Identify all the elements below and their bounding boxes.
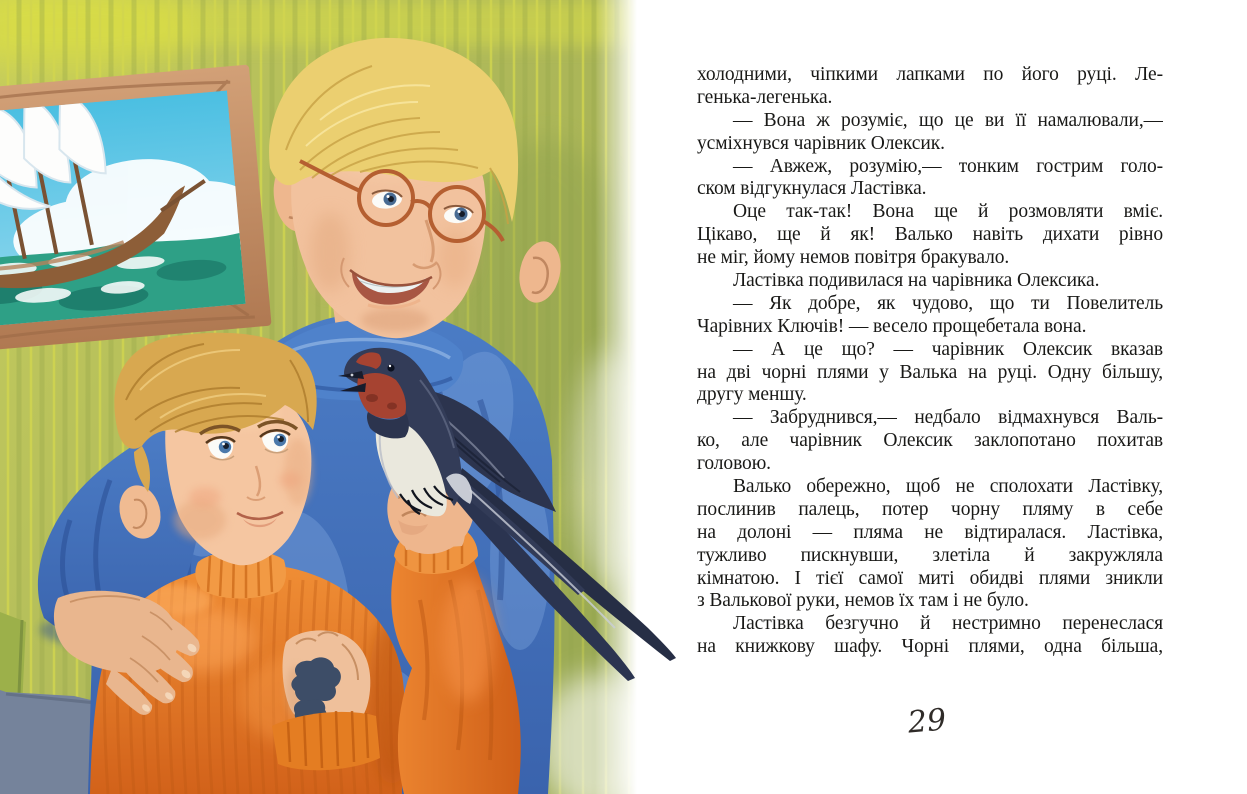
story-line: ко, але чарівник Олексик заклопотано похитав (697, 430, 1163, 452)
story-text (697, 64, 1163, 659)
story-line: кімнатою. І тієї самої миті обидві плями зникли (697, 567, 1163, 589)
story-line: головою. (697, 453, 771, 475)
story-line: послинив палець, потер чорну пляму в себе (697, 498, 1163, 520)
story-line: Цікаво, ще й як! Валько навіть дихати рівно (697, 224, 1163, 246)
story-line: — Вона ж розуміє, що це ви її намалювали,— (733, 109, 1163, 131)
story-line: не міг, йому немов повітря бракувало. (697, 247, 1010, 269)
story-line: усміхнувся чарівник Олексик. (697, 132, 945, 154)
story-line: тужливо пискнувши, злетіла й закружляла (697, 544, 1163, 566)
story-line: Валько обережно, щоб не сполохати Ластівку, (733, 476, 1163, 498)
story-line: з Валькової руки, немов їх там і не було. (697, 590, 1029, 612)
story-line: — Як добре, як чудово, що ти Повелитель (733, 292, 1163, 314)
story-line: холодними, чіпкими лапками по його руці. Ле- (697, 64, 1163, 85)
story-line: — А це що? — чарівник Олексик вказав (733, 338, 1163, 360)
story-line: ском відгукнулася Ластівка. (697, 178, 927, 200)
story-line: генька-легенька. (697, 86, 833, 108)
story-line: Ластівка подивилася на чарівника Олексика. (733, 270, 1100, 292)
story-line: — Авжеж, розумію,— тонким гострим голо- (733, 155, 1163, 177)
story-line: — Забруднився,— недбало відмахнувся Валь- (733, 407, 1163, 429)
story-line: на книжкову шафу. Чорні плями, одна більша, (697, 636, 1163, 658)
story-line: на долоні — пляма не відтиралася. Ластівка, (697, 521, 1163, 543)
framed-ship-picture (0, 65, 272, 355)
story-line: другу меншу. (697, 384, 807, 406)
story-line: Чарівних Ключів! — весело прощебетала вона. (697, 315, 1087, 337)
story-line: Ластівка безгучно й нестримно перенеслася (733, 613, 1163, 635)
story-line: Оце так-так! Вона ще й розмовляти вміє. (733, 201, 1163, 223)
page-number: 29 (906, 702, 948, 741)
story-line: на дві чорні плями у Валька на руці. Одну більшу, (697, 361, 1163, 383)
